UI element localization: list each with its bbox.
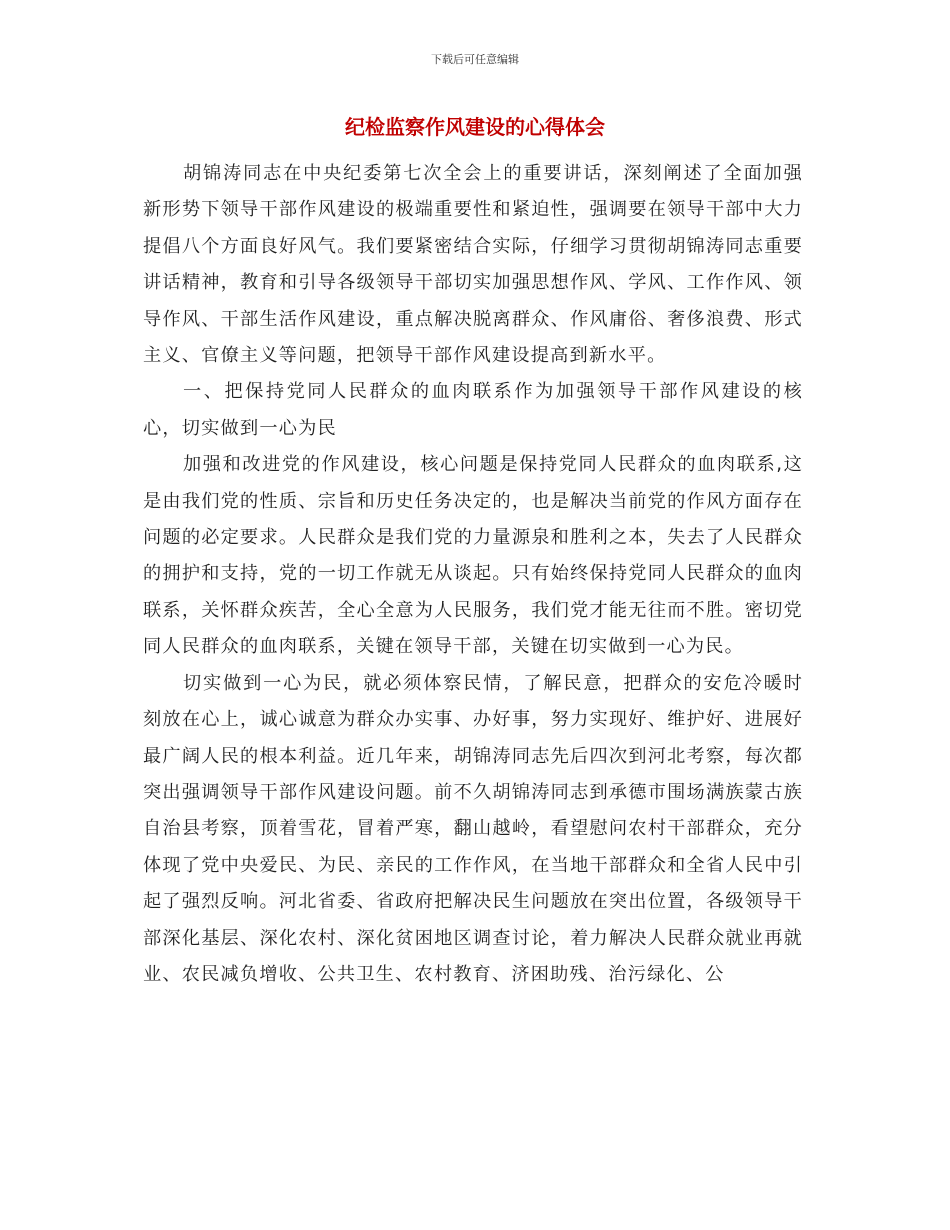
- paragraph-section1-b: 切实做到一心为民，就必须体察民情，了解民意，把群众的安危冷暖时刻放在心上，诚心诚意为群众办实事、办好事，努力实现好、维护好、进展好最广阔人民的根本利益。近几年来，胡锦涛同志先后四次到河北考察，每次都突出强调领导干部作风建设问题。前不久胡锦涛同志到承德市围场满族蒙古族自治县考察，顶着雪花，冒着严寒，翻山越岭，看望慰问农村干部群众，充分体现了党中央爱民、为民、亲民的工作作风，在当地干部群众和全省人民中引起了强烈反响。河北省委、省政府把解决民生问题放在突出位置，各级领导干部深化基层、深化农村、深化贫困地区调查讨论，着力解决人民群众就业再就业、农民减负增收、公共卫生、农村教育、济困助残、治污绿化、公: [143, 672, 803, 985]
- page-header-note: 下载后可任意编辑: [431, 53, 519, 66]
- paragraph-section1-a: 加强和改进党的作风建设，核心问题是保持党同人民群众的血肉联系,这是由我们党的性质、宗旨和历史任务决定的，也是解决当前党的作风方面存在问题的必定要求。人民群众是我们党的力量源泉和胜利之本，失去了人民群众的拥护和支持，党的一切工作就无从谈起。只有始终保持党同人民群众的血肉联系，关怀群众疾苦，全心全意为人民服务，我们党才能无往而不胜。密切党同人民群众的血肉联系，关键在领导干部，关键在切实做到一心为民。: [143, 454, 803, 658]
- document-body: [143, 156, 803, 993]
- document-title: 纪检监察作风建设的心得体会: [345, 115, 605, 139]
- paragraph-intro: 胡锦涛同志在中央纪委第七次全会上的重要讲话，深刻阐述了全面加强新形势下领导干部作风建设的极端重要性和紧迫性，强调要在领导干部中大力提倡八个方面良好风气。我们要紧密结合实际，仔细学习贯彻胡锦涛同志重要讲话精神，教育和引导各级领导干部切实加强思想作风、学风、工作作风、领导作风、干部生活作风建设，重点解决脱离群众、作风庸俗、奢侈浪费、形式主义、官僚主义等问题，把领导干部作风建设提高到新水平。: [143, 163, 803, 367]
- section-heading-1: 一、把保持党同人民群众的血肉联系作为加强领导干部作风建设的核心，切实做到一心为民: [143, 381, 803, 439]
